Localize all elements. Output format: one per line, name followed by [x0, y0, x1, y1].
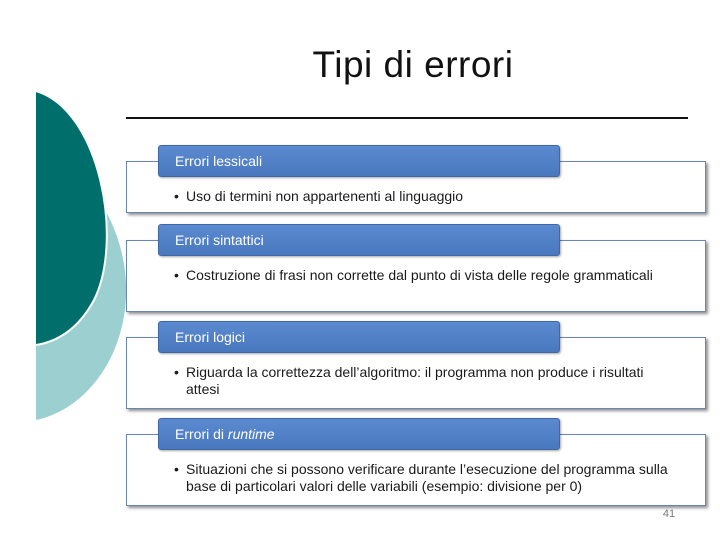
bullet-dot: • [174, 188, 179, 204]
bullet-text: Situazioni che si possono verificare durante l’esecuzione del programma sulla base di particolari valori delle variabili (esempio: divisione per 0) [186, 461, 668, 494]
slide-title: Tipi di errori [312, 44, 514, 85]
heading-text: Errori sintattici [175, 232, 264, 248]
bullet-item [174, 364, 674, 398]
bullet-text: Riguarda la correttezza dell’algoritmo: il programma non produce i risultati attesi [186, 364, 644, 397]
bullet-dot: • [174, 267, 179, 283]
heading-tab [158, 145, 560, 177]
bullet-item [174, 461, 674, 495]
bullet-item [174, 267, 674, 284]
bullet-text: Costruzione di frasi non corrette dal punto di vista delle regole grammaticali [186, 267, 653, 283]
bullet-item [174, 188, 674, 205]
bullet-dot: • [174, 461, 179, 477]
bullet-text: Uso di termini non appartenenti al linguaggio [186, 188, 464, 204]
heading-italic-text: runtime [227, 426, 275, 442]
heading-text: Errori di [175, 426, 228, 442]
heading-tab [158, 224, 560, 256]
heading-text: Errori logici [175, 329, 246, 345]
heading-tab [158, 321, 560, 353]
heading-tab [158, 418, 560, 450]
title-underline [126, 117, 688, 119]
heading-text: Errori lessicali [175, 153, 263, 169]
bullet-dot: • [174, 364, 179, 380]
page-number: 41 [662, 508, 676, 520]
